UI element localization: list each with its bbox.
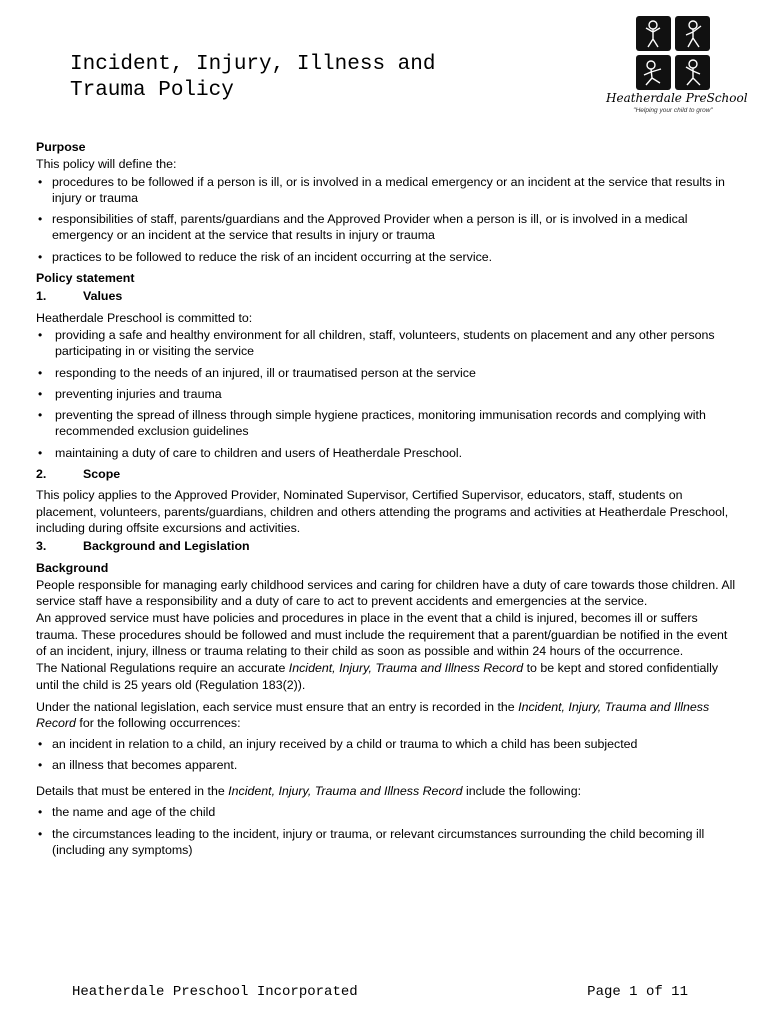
list-item: • responsibilities of staff, parents/guardians and the Approved Provider when a person is ill, or is involved in a medical emergency or an incident at the service that results in injury or trauma (36, 211, 736, 244)
details-list (36, 804, 736, 858)
purpose-intro: This policy will define the: (36, 157, 177, 172)
background-paragraph: An approved service must have policies and procedures in place in the event that a child is injured, becomes ill or suffers trauma. These procedures should be followed and must include the requirement that a parent/guardian be notified in the event of an incident, injury, illness or trauma relating to their child as soon as possible and within 24 hours of the occurrence. (36, 611, 728, 659)
page-footer (72, 984, 688, 1000)
values-intro: Heatherdale Preschool is committed to: (36, 310, 253, 325)
footer-organization: Heatherdale Preschool Incorporated (72, 984, 358, 1000)
section-title: Background and Legislation (83, 539, 250, 554)
purpose-list (36, 174, 736, 265)
list-item: • preventing the spread of illness through simple hygiene practices, monitoring immunisation records and complying with recommended exclusion guidelines (36, 407, 736, 440)
background-heading (36, 538, 736, 554)
list-item: • providing a safe and healthy environment for all children, staff, volunteers, students on placement and any other persons participating in or visiting the service (36, 327, 736, 360)
list-item: • practices to be followed to reduce the risk of an incident occurring at the service. (36, 249, 736, 265)
list-item: • the name and age of the child (36, 804, 736, 820)
list-item: • procedures to be followed if a person is ill, or is involved in a medical emergency or an incident at the service that results in injury or trauma (36, 174, 736, 207)
background-subheading: Background (36, 560, 109, 575)
list-item: • an illness that becomes apparent. (36, 757, 736, 773)
list-item: • preventing injuries and trauma (36, 386, 736, 402)
background-paragraph: Under the national legislation, each service must ensure that an entry is recorded in the Incident, Injury, Trauma and Illness Record for the following occurrences: (36, 699, 710, 731)
logo-tagline: "Helping your child to grow" (633, 107, 713, 114)
logo-name: Heatherdale PreSchool (606, 91, 748, 105)
footer-page-number: Page 1 of 11 (587, 984, 688, 1000)
list-item: • responding to the needs of an injured, ill or traumatised person at the service (36, 365, 736, 381)
section-title: Values (83, 289, 123, 304)
section-title: Scope (83, 467, 121, 482)
page-title (70, 52, 435, 104)
background-paragraph: People responsible for managing early childhood services and caring for children have a duty of care towards those children. All service staff have a responsibility and a duty of care to act to prevent accidents and emergencies at the service. (36, 577, 736, 609)
values-heading (36, 288, 736, 304)
section-number: 1. (36, 289, 47, 304)
school-logo (606, 16, 748, 120)
occurrences-list (36, 736, 736, 774)
logo-children-figures-icon (636, 16, 712, 90)
scope-text: This policy applies to the Approved Provider, Nominated Supervisor, Certified Supervisor, educators, staff, students on placement, volunteers, parents/guardians, children and others attending the programs and activities at Heatherdale Preschool, including during offsite excursions and activities. (36, 488, 729, 535)
title-line-2: Trauma Policy (70, 79, 234, 102)
title-line-1: Incident, Injury, Illness and (70, 53, 436, 76)
section-number: 2. (36, 467, 47, 482)
values-list (36, 327, 736, 461)
list-item: • maintaining a duty of care to children and users of Heatherdale Preschool. (36, 445, 736, 461)
document-body (36, 139, 736, 863)
purpose-heading: Purpose (36, 140, 86, 154)
list-item: • the circumstances leading to the incident, injury or trauma, or relevant circumstances surrounding the child becoming ill (including any symptoms) (36, 826, 736, 859)
list-item: • an incident in relation to a child, an injury received by a child or trauma to which a child has been subjected (36, 736, 736, 752)
background-paragraph: Details that must be entered in the Incident, Injury, Trauma and Illness Record include the following: (36, 784, 582, 799)
scope-heading (36, 466, 736, 482)
section-number: 3. (36, 539, 47, 554)
background-paragraph: The National Regulations require an accurate Incident, Injury, Trauma and Illness Record to be kept and stored confidentially until the child is 25 years old (Regulation 183(2)). (36, 661, 719, 692)
policy-statement-heading: Policy statement (36, 271, 135, 286)
